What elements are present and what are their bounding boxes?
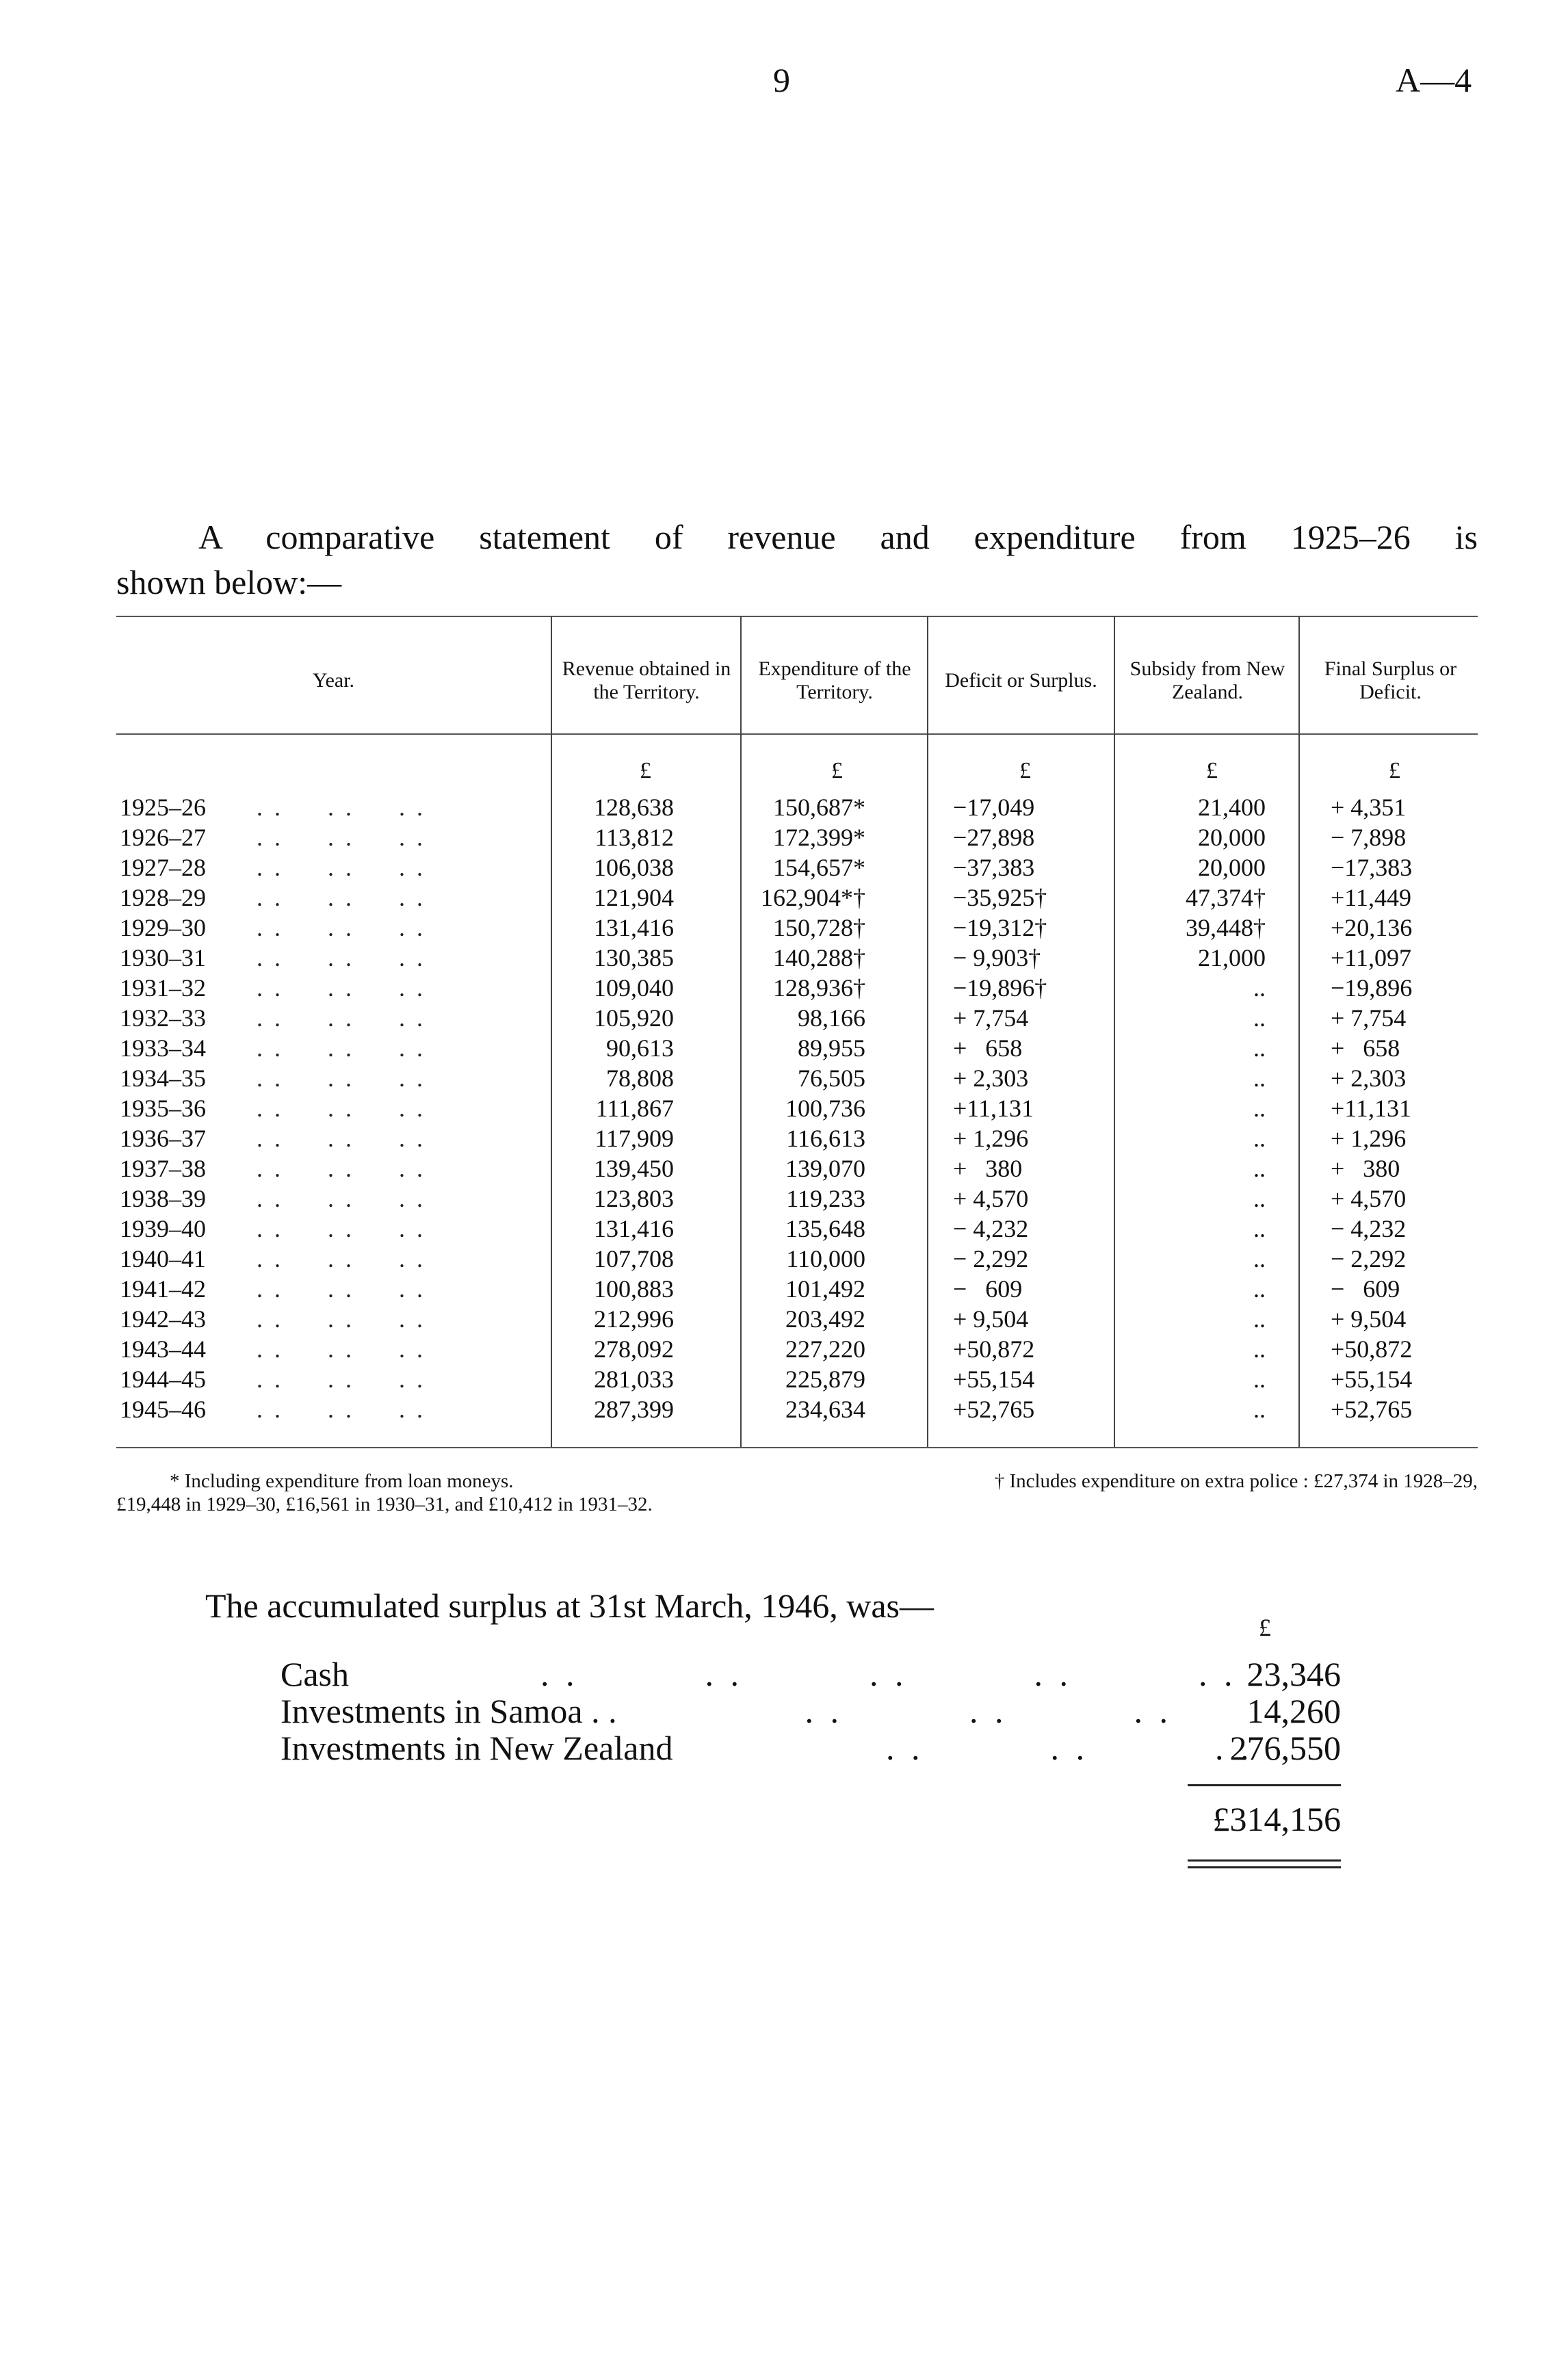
table-row [120, 1304, 1467, 1334]
revenue-cell: 90,613 [606, 1034, 674, 1062]
final-cell: +20,136 [1331, 914, 1413, 941]
deficit-cell: +52,765 [953, 1396, 1035, 1423]
unit-subsidy: £ [1206, 758, 1218, 783]
page-number: 9 [773, 61, 790, 99]
table-row [120, 913, 1467, 943]
subsidy-cell: 21,000 [1198, 944, 1266, 971]
intro-line-2: shown below:— [116, 563, 342, 601]
year-cell: 1933–34 [120, 1034, 206, 1062]
footnote-dagger-1: † Includes expenditure on extra police : £27,374 in 1928–29, [994, 1470, 1478, 1492]
deficit-cell: −27,898 [953, 824, 1035, 851]
year-cell: 1934–35 [120, 1065, 206, 1092]
expenditure-cell: 140,288† [773, 944, 865, 971]
header-expenditure: Expenditure of the Territory. [758, 657, 911, 703]
revenue-cell: 100,883 [594, 1275, 674, 1303]
year-cell: 1926–27 [120, 824, 206, 851]
year-cell: 1929–30 [120, 914, 206, 941]
item-label: Investments in New Zealand [280, 1729, 673, 1767]
leader-dots: . . . . . . [759, 1729, 1253, 1767]
subsidy-cell: .. [1253, 1275, 1266, 1303]
subsidy-cell: .. [1253, 1065, 1266, 1092]
year-cell: 1936–37 [120, 1125, 206, 1152]
year-cell: 1941–42 [120, 1275, 206, 1303]
revenue-cell: 281,033 [594, 1366, 674, 1393]
revenue-cell: 113,812 [594, 824, 674, 851]
leader-dots: . . . . . . [257, 1125, 426, 1152]
revenue-cell: 123,803 [594, 1185, 674, 1212]
table-body [120, 792, 1467, 1424]
item-amount: 23,346 [1246, 1655, 1341, 1693]
revenue-cell: 105,920 [594, 1004, 674, 1032]
header-bottom-rule [116, 733, 1478, 735]
table-row [120, 822, 1467, 852]
leader-dots: . . . . . . [257, 824, 426, 851]
table-row [120, 1033, 1467, 1063]
subsidy-cell: 20,000 [1198, 854, 1266, 881]
deficit-cell: − 2,292 [953, 1245, 1029, 1272]
revenue-cell: 111,867 [595, 1095, 674, 1122]
final-cell: + 1,296 [1331, 1125, 1407, 1152]
subsidy-cell: .. [1253, 1366, 1266, 1393]
footnotes [116, 1470, 1478, 1516]
deficit-cell: + 380 [953, 1155, 1023, 1182]
subsidy-cell: .. [1253, 974, 1266, 1002]
leader-dots: . . . . . . [257, 1034, 426, 1062]
expenditure-cell: 162,904*† [761, 884, 865, 911]
accumulated-total: £314,156 [1212, 1800, 1341, 1838]
final-cell: +52,765 [1331, 1396, 1413, 1423]
subsidy-cell: 20,000 [1198, 824, 1266, 851]
final-cell: + 380 [1331, 1155, 1400, 1182]
expenditure-cell: 225,879 [785, 1366, 865, 1393]
year-cell: 1945–46 [120, 1396, 206, 1423]
year-cell: 1927–28 [120, 854, 206, 881]
revenue-cell: 117,909 [594, 1125, 674, 1152]
final-cell: +50,872 [1331, 1335, 1413, 1363]
final-cell: +11,449 [1331, 884, 1411, 911]
subsidy-cell: 39,448† [1186, 914, 1266, 941]
expenditure-cell: 101,492 [785, 1275, 865, 1303]
final-cell: − 7,898 [1331, 824, 1407, 851]
revenue-cell: 131,416 [594, 1215, 674, 1242]
year-cell: 1932–33 [120, 1004, 206, 1032]
year-cell: 1937–38 [120, 1155, 206, 1182]
table-row [120, 1063, 1467, 1093]
deficit-cell: − 609 [953, 1275, 1023, 1303]
intro-paragraph [116, 514, 1478, 605]
table-row [120, 792, 1467, 822]
accumulated-currency: £ [1259, 1614, 1271, 1641]
revenue-cell: 131,416 [594, 914, 674, 941]
year-cell: 1940–41 [120, 1245, 206, 1272]
leader-dots: . . . . . . [257, 1396, 426, 1423]
expenditure-cell: 150,728† [773, 914, 865, 941]
table-row [120, 1334, 1467, 1364]
revenue-cell: 78,808 [606, 1065, 674, 1092]
expenditure-cell: 110,000 [786, 1245, 865, 1272]
final-cell: − 2,292 [1331, 1245, 1407, 1272]
expenditure-cell: 89,955 [798, 1034, 865, 1062]
document-reference: A—4 [1396, 61, 1472, 99]
header-final: Final Surplus or Deficit. [1324, 657, 1457, 703]
revenue-cell: 287,399 [594, 1396, 674, 1423]
item-label: Investments in Samoa . . [280, 1692, 617, 1730]
expenditure-cell: 172,399* [773, 824, 865, 851]
deficit-cell: + 2,303 [953, 1065, 1029, 1092]
expenditure-cell: 135,648 [785, 1215, 865, 1242]
leader-dots: . . . . . . [257, 884, 426, 911]
leader-dots: . . . . . . [257, 1366, 426, 1393]
deficit-cell: + 9,504 [953, 1305, 1029, 1333]
table-row [120, 1274, 1467, 1304]
revenue-cell: 212,996 [594, 1305, 674, 1333]
deficit-cell: +50,872 [953, 1335, 1035, 1363]
deficit-cell: −35,925† [953, 884, 1047, 911]
unit-expenditure: £ [831, 758, 843, 783]
expenditure-cell: 234,634 [785, 1396, 865, 1423]
revenue-cell: 106,038 [594, 854, 674, 881]
deficit-cell: + 1,296 [953, 1125, 1029, 1152]
leader-dots: . . . . . . [257, 1095, 426, 1122]
final-cell: + 4,570 [1331, 1185, 1407, 1212]
final-cell: − 609 [1331, 1275, 1400, 1303]
table-top-rule [116, 616, 1478, 617]
subsidy-cell: .. [1253, 1034, 1266, 1062]
table-row [120, 883, 1467, 913]
header-deficit: Deficit or Surplus. [945, 669, 1097, 692]
intro-line-1: A comparative statement of revenue and expenditure from 1925–26 is [198, 518, 1478, 556]
subsidy-cell: .. [1253, 1185, 1266, 1212]
table-bottom-rule [116, 1447, 1478, 1448]
year-cell: 1939–40 [120, 1215, 206, 1242]
item-amount: 276,550 [1229, 1729, 1341, 1767]
deficit-cell: +55,154 [953, 1366, 1035, 1393]
year-cell: 1938–39 [120, 1185, 206, 1212]
table-row [120, 1003, 1467, 1033]
leader-dots: . . . . . . [691, 1692, 1172, 1730]
year-cell: 1928–29 [120, 884, 206, 911]
revenue-cell: 139,450 [594, 1155, 674, 1182]
leader-dots: . . . . . . [257, 944, 426, 971]
expenditure-cell: 116,613 [786, 1125, 865, 1152]
expenditure-cell: 150,687* [773, 794, 865, 821]
final-cell: −17,383 [1331, 854, 1413, 881]
deficit-cell: − 9,903† [953, 944, 1041, 971]
subsidy-cell: .. [1253, 1245, 1266, 1272]
subsidy-cell: .. [1253, 1155, 1266, 1182]
expenditure-cell: 128,936† [773, 974, 865, 1002]
leader-dots: . . . . . . [257, 1275, 426, 1303]
accumulated-heading: The accumulated surplus at 31st March, 1946, was— [205, 1587, 935, 1625]
deficit-cell: −19,896† [953, 974, 1047, 1002]
table-row [120, 1214, 1467, 1244]
revenue-cell: 121,904 [594, 884, 674, 911]
deficit-cell: −17,049 [953, 794, 1035, 821]
list-item [280, 1693, 1341, 1729]
final-cell: + 7,754 [1331, 1004, 1407, 1032]
year-cell: 1942–43 [120, 1305, 206, 1333]
final-cell: + 4,351 [1331, 794, 1407, 821]
leader-dots: . . . . . . [257, 1185, 426, 1212]
deficit-cell: + 4,570 [953, 1185, 1029, 1212]
leader-dots: . . . . . . [257, 1335, 426, 1363]
expenditure-cell: 98,166 [798, 1004, 865, 1032]
final-cell: +11,097 [1331, 944, 1411, 971]
footnote-dagger-2: £19,448 in 1929–30, £16,561 in 1930–31, and £10,412 in 1931–32. [116, 1493, 653, 1515]
deficit-cell: − 4,232 [953, 1215, 1029, 1242]
unit-final: £ [1389, 758, 1400, 783]
sum-rule [1188, 1784, 1341, 1786]
year-cell: 1930–31 [120, 944, 206, 971]
unit-revenue: £ [640, 758, 651, 783]
table-row [120, 1244, 1467, 1274]
footnote-asterisk: * Including expenditure from loan moneys. [170, 1470, 514, 1492]
table-row [120, 852, 1467, 883]
double-rule-bottom [1188, 1866, 1341, 1868]
leader-dots: . . . . . . [257, 914, 426, 941]
final-cell: + 658 [1331, 1034, 1400, 1062]
expenditure-cell: 139,070 [785, 1155, 865, 1182]
accumulated-items [280, 1656, 1341, 1766]
expenditure-cell: 76,505 [798, 1065, 865, 1092]
subsidy-cell: .. [1253, 1215, 1266, 1242]
leader-dots: . . . . . . [257, 854, 426, 881]
deficit-cell: + 7,754 [953, 1004, 1029, 1032]
final-cell: + 2,303 [1331, 1065, 1407, 1092]
item-label: Cash [280, 1655, 349, 1693]
list-item [280, 1656, 1341, 1693]
year-cell: 1925–26 [120, 794, 206, 821]
final-cell: −19,896 [1331, 974, 1413, 1002]
deficit-cell: + 658 [953, 1034, 1023, 1062]
leader-dots: . . . . . . [257, 1155, 426, 1182]
subsidy-cell: .. [1253, 1335, 1266, 1363]
table-row [120, 1364, 1467, 1394]
subsidy-cell: .. [1253, 1305, 1266, 1333]
header-subsidy: Subsidy from New Zealand. [1129, 657, 1285, 703]
revenue-cell: 130,385 [594, 944, 674, 971]
header-year: Year. [312, 669, 355, 692]
double-rule-top [1188, 1859, 1341, 1862]
year-cell: 1943–44 [120, 1335, 206, 1363]
item-amount: 14,260 [1246, 1692, 1341, 1730]
leader-dots: . . . . . . . . . . [540, 1655, 1237, 1693]
leader-dots: . . . . . . [257, 1305, 426, 1333]
revenue-cell: 278,092 [594, 1335, 674, 1363]
table-row [120, 1153, 1467, 1184]
final-cell: +11,131 [1331, 1095, 1411, 1122]
subsidy-cell: 21,400 [1198, 794, 1266, 821]
expenditure-cell: 154,657* [773, 854, 865, 881]
expenditure-cell: 100,736 [785, 1095, 865, 1122]
revenue-cell: 109,040 [594, 974, 674, 1002]
list-item [280, 1729, 1341, 1766]
year-cell: 1944–45 [120, 1366, 206, 1393]
deficit-cell: −19,312† [953, 914, 1047, 941]
leader-dots: . . . . . . [257, 1004, 426, 1032]
subsidy-cell: .. [1253, 1125, 1266, 1152]
header-revenue: Revenue obtained in the Territory. [562, 657, 731, 703]
table-row [120, 973, 1467, 1003]
final-cell: + 9,504 [1331, 1305, 1407, 1333]
final-cell: − 4,232 [1331, 1215, 1407, 1242]
table-row [120, 943, 1467, 973]
expenditure-cell: 203,492 [785, 1305, 865, 1333]
table-row [120, 1123, 1467, 1153]
leader-dots: . . . . . . [257, 974, 426, 1002]
expenditure-cell: 119,233 [786, 1185, 865, 1212]
leader-dots: . . . . . . [257, 1245, 426, 1272]
subsidy-cell: 47,374† [1186, 884, 1266, 911]
table-row [120, 1184, 1467, 1214]
subsidy-cell: .. [1253, 1095, 1266, 1122]
unit-deficit: £ [1019, 758, 1031, 783]
leader-dots: . . . . . . [257, 1215, 426, 1242]
year-cell: 1935–36 [120, 1095, 206, 1122]
deficit-cell: −37,383 [953, 854, 1035, 881]
leader-dots: . . . . . . [257, 794, 426, 821]
subsidy-cell: .. [1253, 1004, 1266, 1032]
expenditure-cell: 227,220 [785, 1335, 865, 1363]
table-row [120, 1394, 1467, 1424]
final-cell: +55,154 [1331, 1366, 1413, 1393]
revenue-cell: 128,638 [594, 794, 674, 821]
revenue-cell: 107,708 [594, 1245, 674, 1272]
table-row [120, 1093, 1467, 1123]
subsidy-cell: .. [1253, 1396, 1266, 1423]
leader-dots: . . . . . . [257, 1065, 426, 1092]
deficit-cell: +11,131 [953, 1095, 1034, 1122]
year-cell: 1931–32 [120, 974, 206, 1002]
